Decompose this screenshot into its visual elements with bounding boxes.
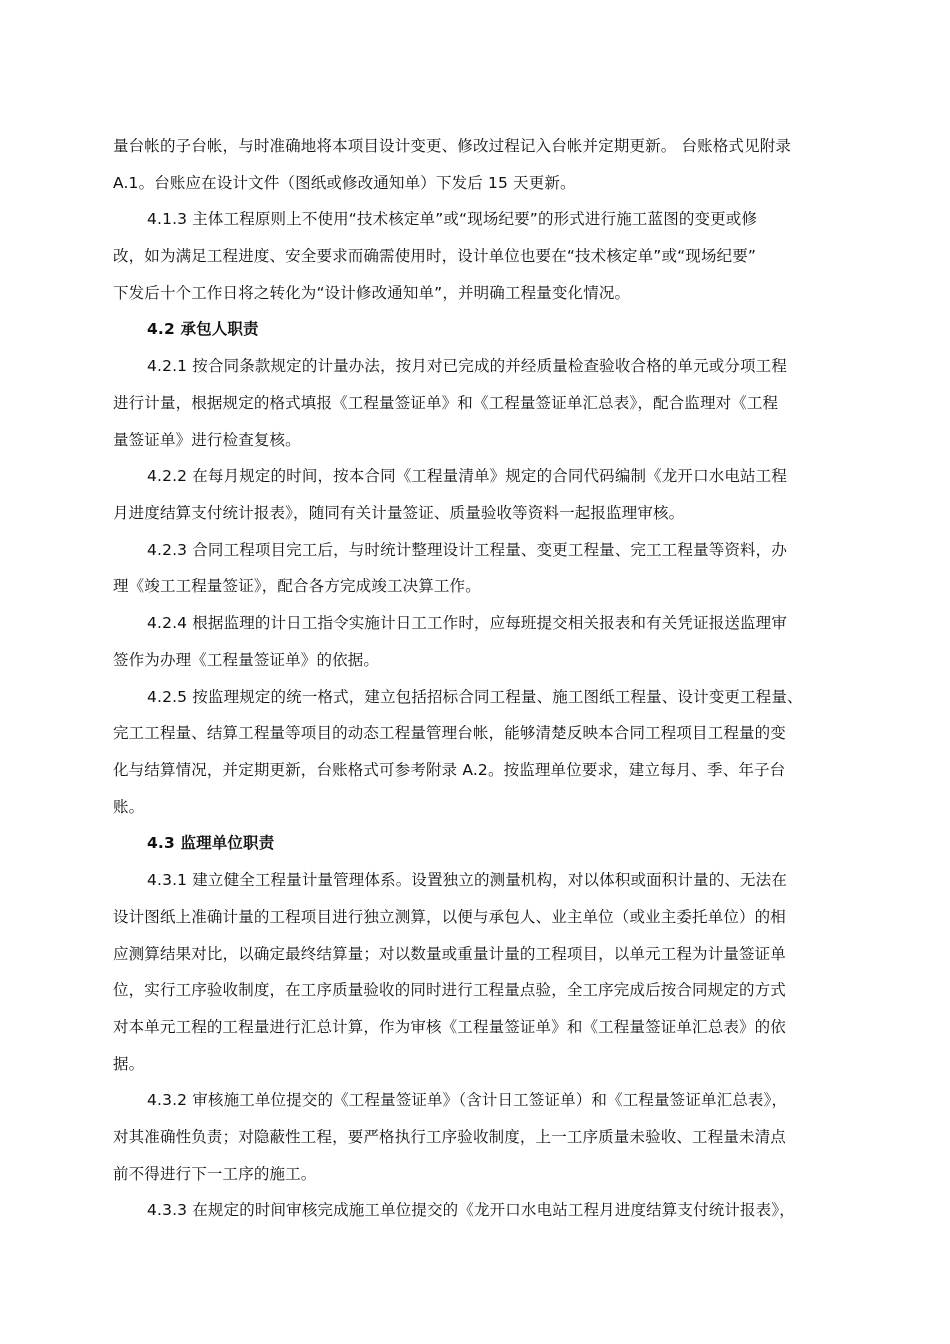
text-line: 签作为办理《工程量签证单》的依据。 (113, 651, 380, 669)
text-line: 位，实行工序验收制度，在工序质量验收的同时进行工程量点验，全工序完成后按合同规定的方式 (113, 981, 786, 999)
text-line: 账。 (113, 798, 145, 816)
paragraph-4-2-4: 4.2.4 根据监理的计日工指令实施计日工工作时，应每班提交相关报表和有关凭证报送监理审 (147, 614, 787, 632)
text-line: 量台帐的子台帐，与时准确地将本项目设计变更、修改过程记入台帐并定期更新。 台账格式见附录 (113, 137, 792, 155)
text-line: 前不得进行下一工序的施工。 (113, 1165, 317, 1183)
paragraph-4-3-1: 4.3.1 建立健全工程量计量管理体系。设置独立的测量机构，对以体积或面积计量的、无法在 (147, 871, 787, 889)
section-heading-4-3: 4.3 监理单位职责 (147, 834, 275, 852)
text-line: 理《竣工工程量签证》，配合各方完成竣工决算工作。 (113, 577, 481, 595)
paragraph-4-3-3: 4.3.3 在规定的时间审核完成施工单位提交的《龙开口水电站工程月进度结算支付统计报表》， (147, 1201, 795, 1219)
paragraph-4-2-3: 4.2.3 合同工程项目完工后，与时统计整理设计工程量、变更工程量、完工工程量等资料，办 (147, 541, 787, 559)
text-line: 对本单元工程的工程量进行汇总计算，作为审核《工程量签证单》和《工程量签证单汇总表》的依 (113, 1018, 786, 1036)
paragraph-4-1-3: 4.1.3 主体工程原则上不使用“技术核定单”或“现场纪要”的形式进行施工蓝图的变更或修 (147, 210, 758, 228)
text-line: 月进度结算支付统计报表》，随同有关计量签证、质量验收等资料一起报监理审核。 (113, 504, 685, 522)
text-line: 进行计量，根据规定的格式填报《工程量签证单》和《工程量签证单汇总表》，配合监理对《工程 (113, 394, 779, 412)
text-line: 设计图纸上准确计量的工程项目进行独立测算，以便与承包人、业主单位（或业主委托单位）的相 (113, 908, 786, 926)
text-line: 据。 (113, 1055, 145, 1073)
text-line: 应测算结果对比，以确定最终结算量；对以数量或重量计量的工程项目，以单元工程为计量签证单 (113, 945, 786, 963)
text-line: 改，如为满足工程进度、安全要求而确需使用时，设计单位也要在“技术核定单”或“现场纪要” (113, 247, 757, 265)
text-line: 化与结算情况，并定期更新，台账格式可参考附录 A.2。按监理单位要求，建立每月、季、年子台 (113, 761, 786, 779)
paragraph-4-2-5: 4.2.5 按监理规定的统一格式，建立包括招标合同工程量、施工图纸工程量、设计变更工程量、 (147, 688, 803, 706)
paragraph-4-2-1: 4.2.1 按合同条款规定的计量办法，按月对已完成的并经质量检查验收合格的单元或分项工程 (147, 357, 787, 375)
text-line: A.1。台账应在设计文件（图纸或修改通知单）下发后 15 天更新。 (113, 174, 576, 192)
section-heading-4-2: 4.2 承包人职责 (147, 320, 259, 338)
text-line: 对其准确性负责；对隐蔽性工程，要严格执行工序验收制度，上一工序质量未验收、工程量未清点 (113, 1128, 786, 1146)
paragraph-4-3-2: 4.3.2 审核施工单位提交的《工程量签证单》（含计日工签证单）和《工程量签证单汇总表》， (147, 1091, 788, 1109)
text-line: 下发后十个工作日将之转化为“设计修改通知单”，并明确工程量变化情况。 (113, 284, 631, 302)
paragraph-4-2-2: 4.2.2 在每月规定的时间，按本合同《工程量清单》规定的合同代码编制《龙开口水电站工程 (147, 467, 787, 485)
text-line: 量签证单》进行检查复核。 (113, 431, 301, 449)
text-line: 完工工程量、结算工程量等项目的动态工程量管理台帐，能够清楚反映本合同工程项目工程量的变 (113, 724, 786, 742)
